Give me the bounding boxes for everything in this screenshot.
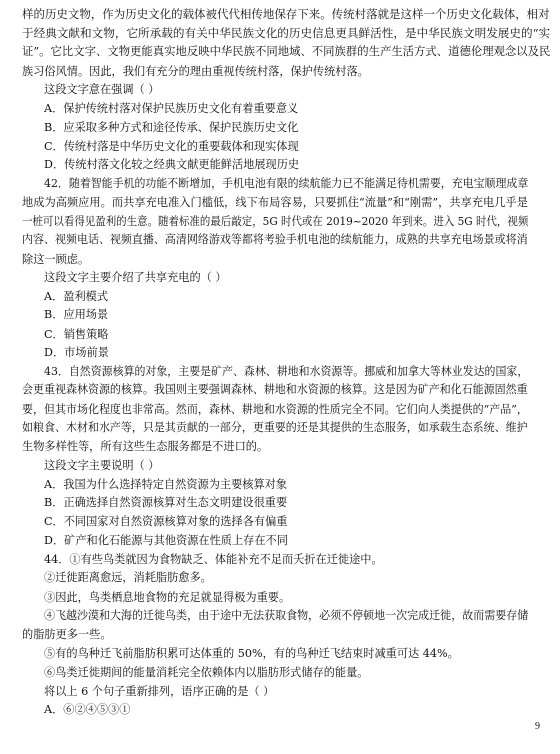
text-line: 于经典文献和文物，它所承载的有关中华民族文化的历史信息更具鲜活性，是中华民族文明发展史的“实: [22, 26, 551, 40]
question-stem: 这段文字主要说明（ ）: [44, 459, 160, 473]
text-line: 的脂肪更多一些。: [22, 627, 112, 641]
text-line: 42．随着智能手机的功能不断增加，手机电池有限的续航能力已不能满足待机需要，充电宝顺理成章: [44, 176, 529, 190]
answer-option: A．我国为什么选择特定自然资源为主要核算对象: [44, 477, 288, 491]
text-line: 要，但其市场化程度也非常高。然而，森林、耕地和水资源的性质完全不同。它们向人类提供的“产品”，: [22, 402, 528, 416]
text-line: 内容、视频电话、视频直播、高清网络游戏等都将考验手机电池的续航能力，成熟的共享充电场景或将消: [22, 233, 528, 247]
text-line: 一桩可以看得见盈利的生意。随着标准的最后敲定，5G 时代或在 2019~2020 年到来。进入 5G 时代，视频: [22, 214, 529, 228]
page-number: 9: [535, 721, 540, 732]
answer-option: B．应采取多种方式和途径传承、保护民族历史文化: [44, 121, 299, 134]
text-line: 生物多样性等，所有这些生态服务都是不进口的。: [22, 439, 269, 453]
text-line: 会更重视森林资源的核算。我国则主要强调森林、耕地和水资源的核算。这是因为矿产和化石能源固然重: [22, 383, 528, 397]
answer-option: C．销售策略: [44, 327, 109, 341]
text-line: 如粮食、木材和水产等，只是其贡献的一部分，更重要的还是其提供的生态服务，如承载生态系统、维护: [22, 421, 528, 435]
text-line: 除这一顾虑。: [22, 252, 90, 266]
text-line: 43．自然资源核算的对象，主要是矿产、森林、耕地和水资源等。挪威和加拿大等林业发达的国家，: [44, 364, 529, 378]
answer-option: B．正确选择自然资源核算对生态文明建设很重要: [44, 496, 288, 510]
text-line: 样的历史文物，作为历史文化的载体被代代相传地保存下来。传统村落就是这样一个历史文化载体，相对: [22, 8, 550, 21]
answer-option: A．保护传统村落对保护民族历史文化有着重要意义: [44, 101, 299, 115]
answer-option: D．传统村落文化较之经典文献更能鲜活地展现历史: [44, 158, 300, 172]
answer-option: A．盈利模式: [44, 289, 109, 303]
answer-option: B．应用场景: [44, 308, 109, 322]
answer-option: D．矿产和化石能源与其他资源在性质上存在不同: [44, 534, 288, 548]
sentence-item: ③因此，鸟类栖息地食物的充足就显得极为重要。: [44, 590, 291, 604]
question-stem: 这段文字意在强调（ ）: [44, 83, 160, 97]
sentence-item: ②迁徙距离愈远，消耗脂肪愈多。: [44, 571, 212, 585]
text-line: 族习俗风情。因此，我们有充分的理由重视传统村落，保护传统村落。: [22, 64, 369, 78]
answer-option: C．传统村落是中华历史文化的重要载体和现实体现: [44, 139, 299, 153]
question-stem: 这段文字主要介绍了共享充电的（ ）: [44, 271, 227, 285]
sentence-item: ④飞越沙漠和大海的迁徙鸟类，由于途中无法获取食物，必须不停顿地一次完成迁徙，故而需要存储: [44, 609, 529, 623]
answer-option: D．市场前景: [44, 346, 109, 360]
text-line: 地成为高频应用。而共享充电准入门槛低，线下布局容易，只要抓住“流量”和“刚需”，共享充电几乎是: [22, 196, 528, 210]
sentence-item: ⑤有的鸟种迁飞前脂肪积累可达体重的 50%，有的鸟种迁飞结束时减重可达 44%。: [44, 647, 459, 661]
sentence-item: 44．①有些鸟类就因为食物缺乏、体能补充不足而夭折在迁徙途中。: [44, 552, 383, 566]
text-line: 证”。它比文字、文物更能真实地反映中华民族不同地域、不同族群的生产生活方式、道德伦理观念以及民: [22, 45, 551, 59]
sentence-item: ⑥鸟类迁徙期间的能量消耗完全依赖体内以脂肪形式储存的能量。: [44, 665, 369, 679]
answer-option: A．⑥②④⑤③①: [44, 703, 131, 716]
question-stem: 将以上 6 个句子重新排列，语序正确的是（ ）: [44, 684, 275, 698]
answer-option: C．不同国家对自然资源核算对象的选择各有偏重: [44, 514, 288, 528]
